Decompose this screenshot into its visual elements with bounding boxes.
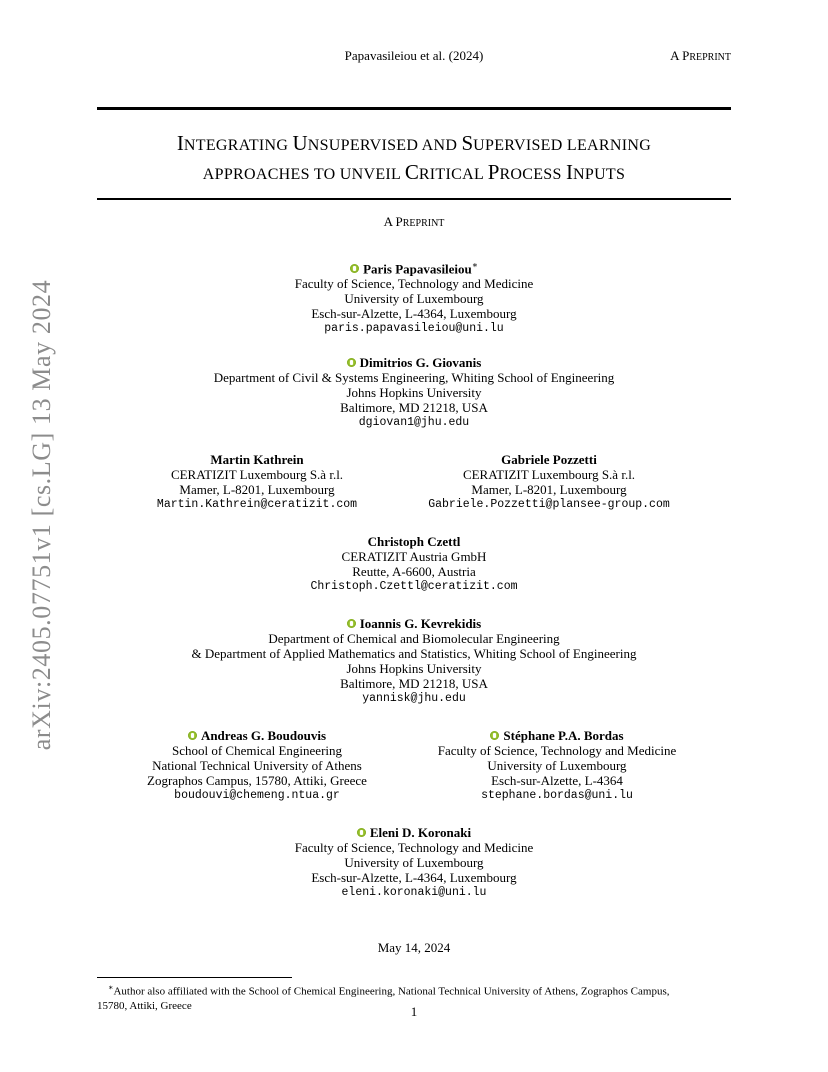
author-block bbox=[389, 452, 709, 512]
title-line-2 bbox=[97, 159, 731, 188]
author-email: paris.papavasileiou@uni.lu bbox=[324, 322, 504, 336]
footnote-mark: ∗ bbox=[108, 983, 114, 992]
author-name bbox=[0, 616, 828, 631]
affiliation-line: Esch-sur-Alzette, L-4364 bbox=[491, 773, 623, 788]
affiliation-line: CERATIZIT Luxembourg S.à r.l. bbox=[462, 467, 636, 482]
running-header-label-rest: REPRINT bbox=[689, 52, 731, 63]
title-word-cap: S bbox=[461, 131, 474, 155]
running-header-title: Papavasileiou et al. (2024) bbox=[344, 48, 484, 63]
author-email: stephane.bordas@uni.lu bbox=[481, 789, 633, 802]
arxiv-stamp: arXiv:2405.07751v1 [cs.LG] 13 May 2024 bbox=[27, 279, 56, 751]
affiliation-line: Faculty of Science, Technology and Medicine bbox=[437, 743, 677, 758]
footnote-mark: ∗ bbox=[471, 260, 478, 270]
author-block bbox=[0, 825, 828, 900]
affiliation-line: Department of Chemical and Biomolecular Engineering bbox=[268, 631, 560, 646]
author-email: yannisk@jhu.edu bbox=[362, 692, 466, 705]
author-name: Gabriele Pozzetti bbox=[501, 452, 597, 467]
author-email: boudouvi@chemeng.ntua.gr bbox=[174, 789, 340, 802]
affiliation-line: University of Luxembourg bbox=[344, 291, 484, 307]
running-header-label-cap: A P bbox=[670, 48, 690, 63]
author-name bbox=[0, 825, 828, 840]
author-name bbox=[397, 728, 717, 743]
affiliation-line: CERATIZIT Luxembourg S.à r.l. bbox=[170, 467, 344, 482]
paper-title bbox=[97, 130, 731, 188]
author-block bbox=[397, 728, 717, 803]
affiliation-line: University of Luxembourg bbox=[344, 855, 484, 870]
author-name bbox=[97, 728, 417, 743]
author-name-text: Stéphane P.A. Bordas bbox=[503, 728, 624, 743]
title-word-cap: P bbox=[487, 160, 500, 184]
author-email: dgiovan1@jhu.edu bbox=[358, 416, 470, 429]
author-block bbox=[0, 534, 828, 594]
affiliation-line: Esch-sur-Alzette, L-4364, Luxembourg bbox=[311, 306, 517, 322]
title-word-rest: UPERVISED LEARNING bbox=[473, 137, 652, 154]
author-name-text: Dimitrios G. Giovanis bbox=[359, 355, 482, 370]
affiliation-line: School of Chemical Engineering bbox=[171, 743, 343, 758]
affiliation-line: Baltimore, MD 21218, USA bbox=[340, 400, 488, 415]
title-word-rest: NSUPERVISED AND bbox=[307, 137, 462, 154]
orcid-icon[interactable] bbox=[188, 731, 197, 740]
author-name: Martin Kathrein bbox=[210, 452, 304, 467]
author-name-text: Ioannis G. Kevrekidis bbox=[359, 616, 482, 631]
title-word-cap: U bbox=[292, 131, 308, 155]
title-word-cap: C bbox=[404, 160, 419, 184]
publication-date: May 14, 2024 bbox=[377, 940, 451, 955]
title-word-rest: RITICAL bbox=[418, 166, 488, 183]
author-name-text: Eleni D. Koronaki bbox=[369, 825, 472, 840]
affiliation-line: Faculty of Science, Technology and Medicine bbox=[294, 840, 534, 855]
running-header-label bbox=[670, 48, 731, 65]
affiliation-line: University of Luxembourg bbox=[487, 758, 627, 773]
orcid-icon[interactable] bbox=[490, 731, 499, 740]
author-email: Gabriele.Pozzetti@plansee-group.com bbox=[428, 498, 670, 511]
affiliation-line: Johns Hopkins University bbox=[346, 661, 482, 676]
title-word-rest: APPROACHES TO UNVEIL bbox=[202, 166, 405, 183]
affiliation-line: Baltimore, MD 21218, USA bbox=[340, 676, 488, 691]
affiliation-line: & Department of Applied Mathematics and Statistics, Whiting School of Engineering bbox=[191, 646, 637, 661]
affiliation-line: Reutte, A-6600, Austria bbox=[352, 564, 476, 579]
title-word-rest: NPUTS bbox=[573, 166, 626, 183]
footnote-text: Author also affiliated with the School of Chemical Engineering, National Technical University of Athens, Zographos Campus, bbox=[113, 985, 670, 998]
orcid-icon[interactable] bbox=[347, 358, 356, 367]
author-block bbox=[0, 355, 828, 430]
author-name bbox=[0, 258, 828, 276]
author-block bbox=[0, 616, 828, 706]
footnote-rule bbox=[97, 977, 292, 978]
page-number: 1 bbox=[410, 1004, 418, 1019]
affiliation-line: Mamer, L-8201, Luxembourg bbox=[179, 482, 335, 497]
author-name-text: Paris Papavasileiou bbox=[363, 261, 472, 277]
affiliation-line: Department of Civil & Systems Engineering, Whiting School of Engineering bbox=[213, 370, 615, 385]
title-word-cap: I bbox=[566, 160, 574, 184]
affiliation-line: CERATIZIT Austria GmbH bbox=[341, 549, 487, 564]
author-email: eleni.koronaki@uni.lu bbox=[341, 886, 487, 899]
author-email: Christoph.Czettl@ceratizit.com bbox=[310, 580, 518, 593]
author-name: Christoph Czettl bbox=[367, 534, 461, 549]
orcid-icon[interactable] bbox=[357, 828, 366, 837]
title-word-rest: ROCESS bbox=[499, 166, 567, 183]
affiliation-line: National Technical University of Athens bbox=[152, 758, 362, 773]
affiliation-line: Zographos Campus, 15780, Attiki, Greece bbox=[147, 773, 367, 788]
affiliation-line: Faculty of Science, Technology and Medicine bbox=[294, 276, 534, 292]
preprint-label-rest: REPRINT bbox=[402, 218, 445, 229]
footnote-line-2: 15780, Attiki, Greece bbox=[97, 999, 192, 1012]
author-name-text: Andreas G. Boudouvis bbox=[200, 728, 327, 743]
orcid-icon[interactable] bbox=[347, 619, 356, 628]
orcid-icon[interactable] bbox=[350, 264, 359, 273]
author-block bbox=[0, 258, 828, 336]
author-block bbox=[97, 452, 417, 512]
affiliation-line: Mamer, L-8201, Luxembourg bbox=[471, 482, 627, 497]
preprint-label bbox=[0, 214, 828, 231]
footnote-line-1 bbox=[97, 981, 737, 999]
title-top-rule bbox=[97, 107, 731, 110]
affiliation-line: Esch-sur-Alzette, L-4364, Luxembourg bbox=[311, 870, 517, 885]
title-line-1 bbox=[97, 130, 731, 159]
title-word-rest: NTEGRATING bbox=[183, 137, 293, 154]
author-block bbox=[97, 728, 417, 803]
title-word-cap: I bbox=[176, 131, 184, 155]
author-name bbox=[0, 355, 828, 370]
author-email: Martin.Kathrein@ceratizit.com bbox=[156, 498, 358, 511]
affiliation-line: Johns Hopkins University bbox=[346, 385, 482, 400]
preprint-label-cap: A P bbox=[383, 214, 403, 229]
title-bottom-rule bbox=[97, 198, 731, 200]
